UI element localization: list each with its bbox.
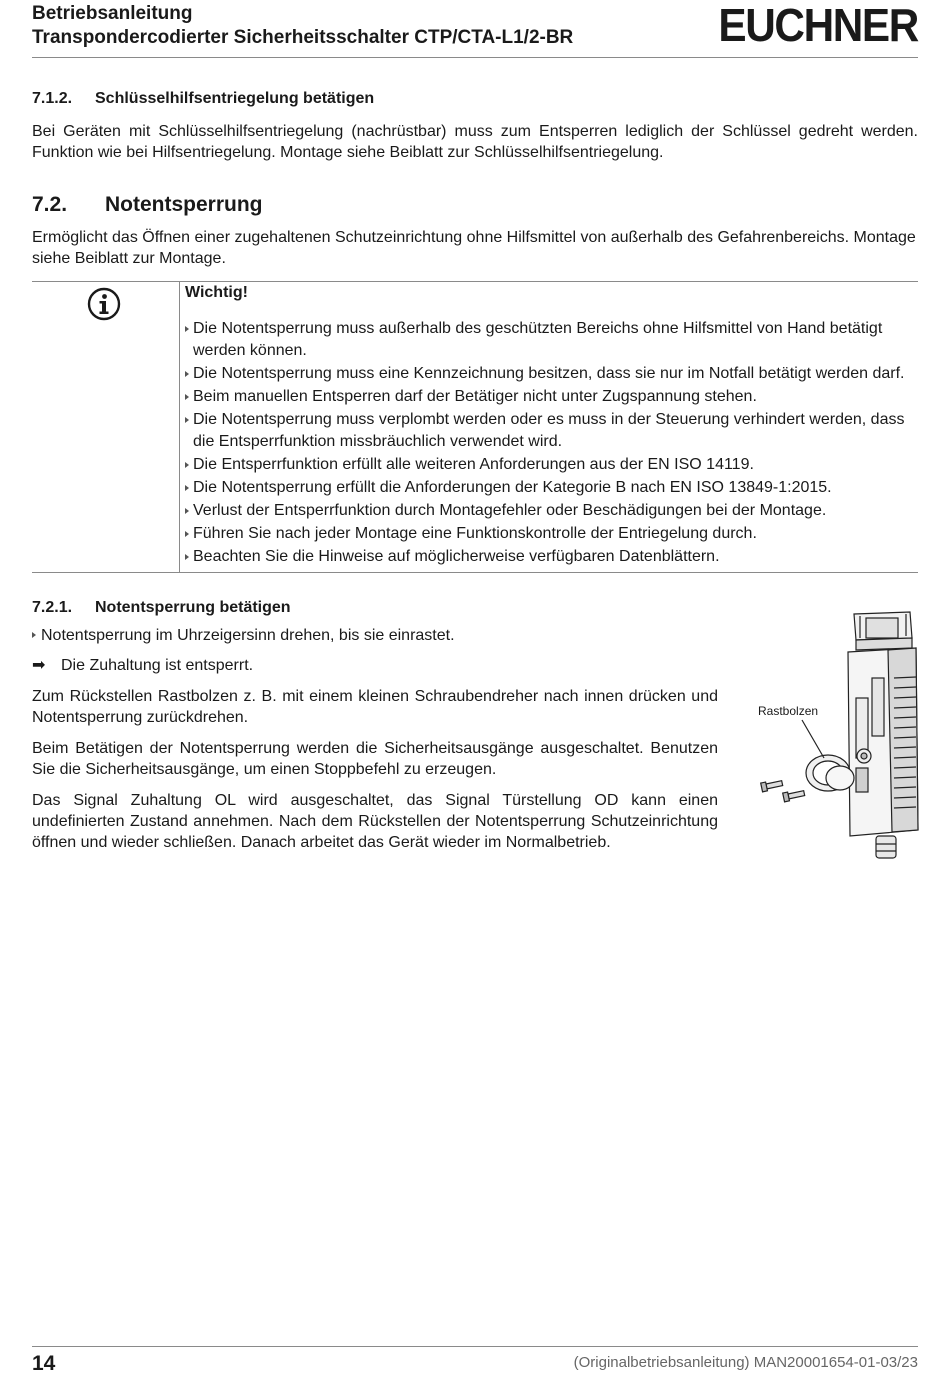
list-item: Die Notentsperrung muss außerhalb des geschützten Bereichs ohne Hilfsmittel von Hand betätigt werden können. <box>185 318 913 362</box>
note-heading: Wichtig! <box>185 284 248 301</box>
safety-outputs-paragraph: Beim Betätigen der Notentsperrung werden die Sicherheitsausgänge ausgeschaltet. Benutzen Sie die Sicherheitsausgänge, um einen Stoppbefehl zu erzeugen. <box>32 740 718 778</box>
section-number: 7.2. <box>32 193 68 216</box>
list-item: Führen Sie nach jeder Montage eine Funktionskontrolle der Entriegelung durch. <box>185 523 913 545</box>
euchner-logo: EUCHNER <box>718 0 918 51</box>
step-instruction: Notentsperrung im Uhrzeigersinn drehen, bis sie einrastet. <box>32 625 455 646</box>
result-arrow-icon: ➡ <box>32 657 46 674</box>
page-number: 14 <box>32 1352 56 1375</box>
info-icon <box>87 287 121 321</box>
list-item: Die Entsperrfunktion erfüllt alle weiteren Anforderungen aus der EN ISO 14119. <box>185 454 913 476</box>
section-7-2-body: Ermöglicht das Öffnen einer zugehaltenen Schutzeinrichtung ohne Hilfsmittel von außerhalb des Gefahrenbereichs. Montage siehe Beiblatt zur Montage. <box>32 229 916 267</box>
signal-paragraph: Das Signal Zuhaltung OL wird ausgeschaltet, das Signal Türstellung OD kann einen undefinierten Zustand annehmen. Nach dem Rückstellen der Notentsperrung Schutzeinrichtung öffnen und wieder schließen. Danach arbeitet das Gerät wieder im Normalbetrieb. <box>32 792 718 851</box>
list-item: Die Notentsperrung erfüllt die Anforderungen der Kategorie B nach EN ISO 13849-1:2015. <box>185 477 913 499</box>
reset-paragraph: Zum Rückstellen Rastbolzen z. B. mit einem kleinen Schraubendreher nach innen drücken und Notentsperrung zurückdrehen. <box>32 688 718 726</box>
section-title: Notentsperrung <box>105 193 263 216</box>
section-heading-7-1-2 <box>32 90 374 108</box>
important-note-box <box>32 281 918 573</box>
list-item: Die Notentsperrung muss eine Kennzeichnung besitzen, dass sie nur im Notfall betätigt werden darf. <box>185 363 913 385</box>
document-title <box>32 2 573 50</box>
section-heading-7-2-1 <box>32 599 291 617</box>
section-title: Schlüsselhilfsentriegelung betätigen <box>95 90 375 107</box>
section-number: 7.1.2. <box>32 90 73 107</box>
section-7-1-2-body: Bei Geräten mit Schlüsselhilfsentriegelung (nachrüstbar) muss zum Entsperren lediglich der Schlüssel gedreht werden. Funktion wie bei Hilfsentriegelung. Montage siehe Beiblatt zur Schlüsselhilfsentriegelung. <box>32 123 918 161</box>
result-text: Die Zuhaltung ist entsperrt. <box>61 657 254 674</box>
list-item: Verlust der Entsperrfunktion durch Montagefehler oder Beschädigungen bei der Montage. <box>185 500 913 522</box>
document-reference: (Originalbetriebsanleitung) MAN20001654-01-03/23 <box>573 1354 918 1371</box>
list-item: Beachten Sie die Hinweise auf möglicherweise verfügbaren Datenblättern. <box>185 546 913 568</box>
header-divider <box>32 57 918 58</box>
step-result <box>32 655 253 676</box>
section-title: Notentsperrung betätigen <box>95 599 291 616</box>
document-title-line1: Betriebsanleitung <box>32 3 193 24</box>
section-heading-7-2 <box>32 193 263 217</box>
device-figure <box>752 608 922 874</box>
figure-label-rastbolzen: Rastbolzen <box>758 704 819 718</box>
list-item: Die Notentsperrung muss verplombt werden oder es muss in der Steuerung verhindert werden, dass die Entsperrfunktion missbräuchlich verwendet wird. <box>185 409 913 453</box>
section-number: 7.2.1. <box>32 599 73 616</box>
note-divider <box>179 282 180 572</box>
footer-divider <box>32 1346 918 1347</box>
note-list <box>185 318 913 569</box>
safety-switch-illustration <box>752 608 922 874</box>
list-item: Beim manuellen Entsperren darf der Betätiger nicht unter Zugspannung stehen. <box>185 386 913 408</box>
document-title-line2: Transpondercodierter Sicherheitsschalter CTP/CTA-L1/2-BR <box>32 27 574 48</box>
